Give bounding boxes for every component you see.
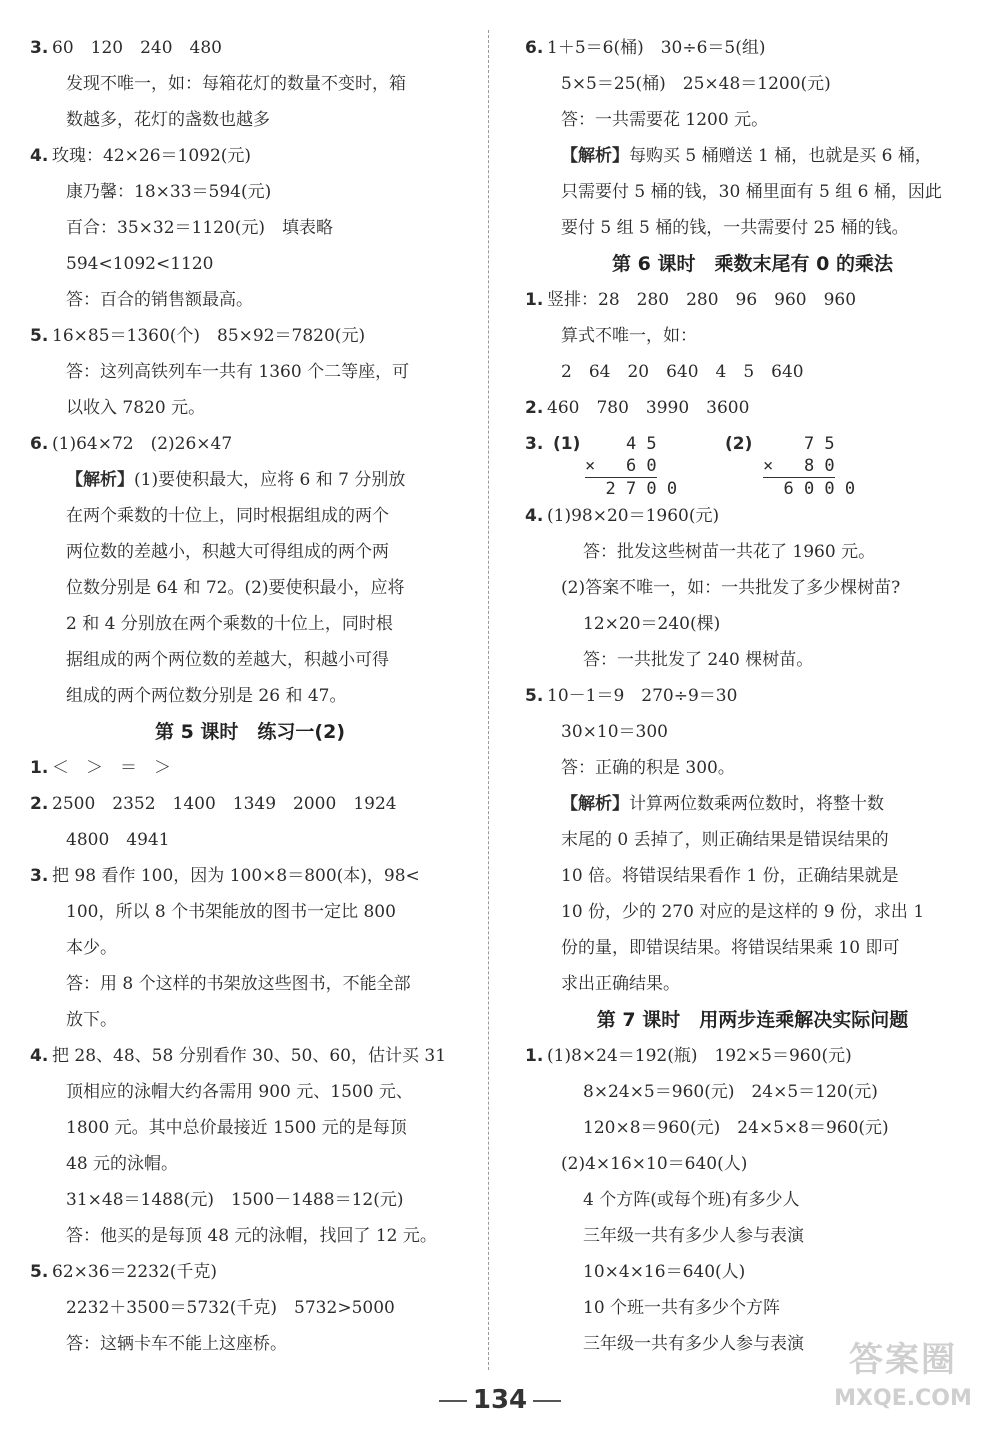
answer-line <box>30 1182 470 1218</box>
answer-text: 31×48＝1488(元) 1500－1488＝12(元) <box>66 1190 404 1210</box>
answer-text: 答：这辆卡车不能上这座桥。 <box>66 1334 287 1354</box>
answer-text: 位数分别是 64 和 72。(2)要使积最小，应将 <box>66 578 405 598</box>
item-number: 2. <box>30 794 49 814</box>
left-column <box>30 30 470 1362</box>
item-number: 3. <box>30 38 49 58</box>
answer-text: 10×4×16＝640(人) <box>583 1262 746 1282</box>
answer-line <box>525 1074 980 1110</box>
answer-line <box>30 1146 470 1182</box>
calc-b <box>763 433 855 500</box>
answer-line <box>525 966 980 1002</box>
item-number: 3. <box>30 866 49 886</box>
answer-text: (2)4×16×10＝640(人) <box>561 1154 748 1174</box>
answer-text: 两位数的差越小，积越大可得组成的两个两 <box>66 542 389 562</box>
analysis-tag: 【解析】 <box>561 794 629 814</box>
answer-line <box>525 102 980 138</box>
answer-line <box>30 390 470 426</box>
answer-line <box>525 1290 980 1326</box>
answer-text: (1)64×72 (2)26×47 <box>52 434 233 454</box>
answer-line <box>30 210 470 246</box>
answer-text: 把 98 看作 100，因为 100×8＝800(本)，98< <box>52 866 420 886</box>
answer-line <box>525 318 980 354</box>
answer-text: (2)答案不唯一，如：一共批发了多少棵树苗? <box>561 578 901 598</box>
vertical-calc-block <box>525 426 980 498</box>
section-heading: 第 5 课时 练习一(2) <box>154 721 346 743</box>
answer-line <box>30 930 470 966</box>
answer-line <box>30 282 470 318</box>
answer-line <box>525 678 980 714</box>
watermark-url: MXQE.COM <box>834 1386 972 1411</box>
item-number: 5. <box>30 1262 49 1282</box>
answer-text: 玫瑰：42×26＝1092(元) <box>52 146 252 166</box>
answer-text: 1800 元。其中总价最接近 1500 元的是每顶 <box>66 1118 407 1138</box>
answer-text: 460 780 3990 3600 <box>547 398 750 418</box>
answer-line <box>30 750 470 786</box>
answer-text: 每购买 5 桶赠送 1 桶，也就是买 6 桶， <box>629 146 932 166</box>
answer-text: 8×24×5＝960(元) 24×5＝120(元) <box>583 1082 878 1102</box>
answer-text: (1)8×24＝192(瓶) 192×5＝960(元) <box>547 1046 852 1066</box>
calc-b-mid: × 8 0 <box>763 456 835 476</box>
answer-text: 60 120 240 480 <box>52 38 222 58</box>
answer-text: 据组成的两个两位数的差越大，积越小可得 <box>66 650 389 670</box>
answer-text: 答：这列高铁列车一共有 1360 个二等座，可 <box>66 362 410 382</box>
answer-line <box>30 534 470 570</box>
answer-text: 4800 4941 <box>66 830 170 850</box>
calc-b-top: 7 5 <box>763 434 835 454</box>
answer-line <box>525 822 980 858</box>
answer-line <box>525 714 980 750</box>
calc-a-tag: (1) <box>553 434 581 454</box>
answer-text: 在两个乘数的十位上，同时根据组成的两个 <box>66 506 389 526</box>
answer-line <box>525 138 980 174</box>
answer-text: 三年级一共有多少人参与表演 <box>583 1226 804 1246</box>
item-number: 6. <box>30 434 49 454</box>
answer-text: 100，所以 8 个书架能放的图书一定比 800 <box>66 902 396 922</box>
answer-text: 答：他买的是每顶 48 元的泳帽，找回了 12 元。 <box>66 1226 437 1246</box>
answer-text: 10 份，少的 270 对应的是这样的 9 份，求出 1 <box>561 902 925 922</box>
answer-line <box>30 354 470 390</box>
answer-text: 本少。 <box>66 938 117 958</box>
answer-line <box>30 1290 470 1326</box>
item-number: 6. <box>525 38 544 58</box>
answer-text: 康乃馨：18×33＝594(元) <box>66 182 272 202</box>
answer-line <box>525 282 980 318</box>
answer-text: 16×85＝1360(个) 85×92＝7820(元) <box>52 326 366 346</box>
answer-text: 百合：35×32＝1120(元) 填表略 <box>66 218 334 238</box>
answer-text: 48 元的泳帽。 <box>66 1154 179 1174</box>
answer-line <box>30 966 470 1002</box>
answer-text: 顶相应的泳帽大约各需用 900 元、1500 元、 <box>66 1082 413 1102</box>
answer-line <box>525 786 980 822</box>
answer-line <box>30 138 470 174</box>
answer-line <box>30 1218 470 1254</box>
answer-text: 答：一共需要花 1200 元。 <box>561 110 769 130</box>
answer-text: 计算两位数乘两位数时，将整十数 <box>629 794 884 814</box>
answer-line <box>30 426 470 462</box>
answer-line <box>30 678 470 714</box>
answer-text: 1＋5＝6(桶) 30÷6＝5(组) <box>547 38 766 58</box>
answer-text: ＜ ＞ ＝ ＞ <box>52 758 171 778</box>
answer-line <box>30 246 470 282</box>
right-column <box>525 30 980 1362</box>
answer-text: 30×10＝300 <box>561 722 668 742</box>
answer-line <box>30 1074 470 1110</box>
answer-text: 2 64 20 640 4 5 640 <box>561 362 804 382</box>
answer-line <box>30 822 470 858</box>
item-number: 4. <box>30 146 49 166</box>
answer-line <box>30 606 470 642</box>
answer-text: 答：一共批发了 240 棵树苗。 <box>583 650 814 670</box>
answer-line <box>30 858 470 894</box>
answer-text: 答：正确的积是 300。 <box>561 758 735 778</box>
answer-text: 120×8＝960(元) 24×5×8＝960(元) <box>583 1118 889 1138</box>
answer-text: 发现不唯一，如：每箱花灯的数量不变时，箱 <box>66 74 406 94</box>
answer-line <box>30 894 470 930</box>
answer-line <box>30 318 470 354</box>
answer-line <box>30 174 470 210</box>
watermark-logo <box>818 1336 988 1426</box>
answer-line <box>30 1110 470 1146</box>
answer-line <box>30 786 470 822</box>
answer-line <box>525 390 980 426</box>
calc-a-mid: × 6 0 <box>585 456 657 476</box>
analysis-tag: 【解析】 <box>561 146 629 166</box>
item-number: 1. <box>525 1046 544 1066</box>
answer-text: 三年级一共有多少人参与表演 <box>583 1334 804 1354</box>
answer-line <box>525 1182 980 1218</box>
answer-line <box>30 462 470 498</box>
answer-line <box>525 1146 980 1182</box>
answer-line <box>525 354 980 390</box>
answer-line <box>525 642 980 678</box>
answer-text: (1)要使积最大，应将 6 和 7 分别放 <box>134 470 406 490</box>
answer-text: 数越多，花灯的盏数也越多 <box>66 110 270 130</box>
item-number: 3. <box>525 434 544 454</box>
answer-line <box>30 642 470 678</box>
answer-text: 以收入 7820 元。 <box>66 398 206 418</box>
calc-a <box>585 433 677 500</box>
answer-line <box>30 570 470 606</box>
answer-text: 2500 2352 1400 1349 2000 1924 <box>52 794 397 814</box>
answer-line <box>525 606 980 642</box>
answer-text: 594<1092<1120 <box>66 254 214 274</box>
section-heading: 第 7 课时 用两步连乘解决实际问题 <box>596 1009 909 1031</box>
calc-a-bot: 2 7 0 0 <box>585 479 678 499</box>
answer-line <box>525 66 980 102</box>
answer-text: 答：百合的销售额最高。 <box>66 290 253 310</box>
answer-text: 10 个班一共有多少个方阵 <box>583 1298 781 1318</box>
answer-line <box>30 30 470 66</box>
answer-text: 62×36＝2232(千克) <box>52 1262 218 1282</box>
answer-line <box>30 66 470 102</box>
item-number: 1. <box>525 290 544 310</box>
answer-line <box>30 1038 470 1074</box>
answer-line <box>30 498 470 534</box>
answer-text: 把 28、48、58 分别看作 30、50、60，估计买 31 <box>52 1046 447 1066</box>
answer-line <box>525 1218 980 1254</box>
answer-text: 要付 5 组 5 桶的钱，一共需要付 25 桶的钱。 <box>561 218 909 238</box>
page-number-text: 134 <box>472 1385 528 1415</box>
answer-line <box>30 102 470 138</box>
right-top-block <box>525 30 980 426</box>
answer-text: 12×20＝240(棵) <box>583 614 721 634</box>
item-number: 4. <box>525 506 544 526</box>
section-heading: 第 6 课时 乘数末尾有 0 的乘法 <box>612 253 893 275</box>
answer-line <box>525 570 980 606</box>
answer-line <box>525 174 980 210</box>
answer-line <box>525 750 980 786</box>
answer-text: 只需要付 5 桶的钱，30 桶里面有 5 组 6 桶，因此 <box>561 182 942 202</box>
answer-text: 2 和 4 分别放在两个乘数的十位上，同时根 <box>66 614 393 634</box>
item-number: 2. <box>525 398 544 418</box>
analysis-tag: 【解析】 <box>66 470 134 490</box>
answer-text: 10 倍。将错误结果看作 1 份，正确结果就是 <box>561 866 899 886</box>
answer-text: 放下。 <box>66 1010 117 1030</box>
answer-text: 末尾的 0 丢掉了，则正确结果是错误结果的 <box>561 830 889 850</box>
answer-line <box>525 534 980 570</box>
answer-line <box>30 1326 470 1362</box>
answer-line <box>525 1110 980 1146</box>
answer-line <box>525 1254 980 1290</box>
answer-text: 10－1＝9 270÷9＝30 <box>547 686 738 706</box>
answer-text: (1)98×20＝1960(元) <box>547 506 720 526</box>
calc-b-bot: 6 0 0 0 <box>763 479 856 499</box>
answer-line <box>525 930 980 966</box>
item-number: 5. <box>525 686 544 706</box>
calc-b-tag: (2) <box>725 434 753 454</box>
watermark-text: 答案圈 <box>849 1340 957 1380</box>
answer-text: 份的量，即错误结果。将错误结果乘 10 即可 <box>561 938 900 958</box>
answer-text: 竖排：28 280 280 96 960 960 <box>547 290 857 310</box>
answer-line <box>525 30 980 66</box>
answer-text: 求出正确结果。 <box>561 974 680 994</box>
item-number: 1. <box>30 758 49 778</box>
answer-text: 2232＋3500＝5732(千克) 5732>5000 <box>66 1298 395 1318</box>
answer-line <box>30 1254 470 1290</box>
answer-text: 4 个方阵(或每个班)有多少人 <box>583 1190 800 1210</box>
answer-text: 组成的两个两位数分别是 26 和 47。 <box>66 686 347 706</box>
calc-a-top: 4 5 <box>585 434 657 454</box>
answer-text: 答：用 8 个这样的书架放这些图书，不能全部 <box>66 974 411 994</box>
answer-line <box>525 1038 980 1074</box>
answer-line <box>525 498 980 534</box>
item-number: 5. <box>30 326 49 346</box>
answer-line <box>525 858 980 894</box>
right-bottom-block <box>525 498 980 1362</box>
answer-line <box>525 894 980 930</box>
answer-text: 5×5＝25(桶) 25×48＝1200(元) <box>561 74 831 94</box>
answer-text: 答：批发这些树苗一共花了 1960 元。 <box>583 542 876 562</box>
item-number: 4. <box>30 1046 49 1066</box>
answer-line <box>525 210 980 246</box>
column-divider <box>488 30 489 1370</box>
answer-text: 算式不唯一，如： <box>561 326 697 346</box>
answer-line <box>30 1002 470 1038</box>
